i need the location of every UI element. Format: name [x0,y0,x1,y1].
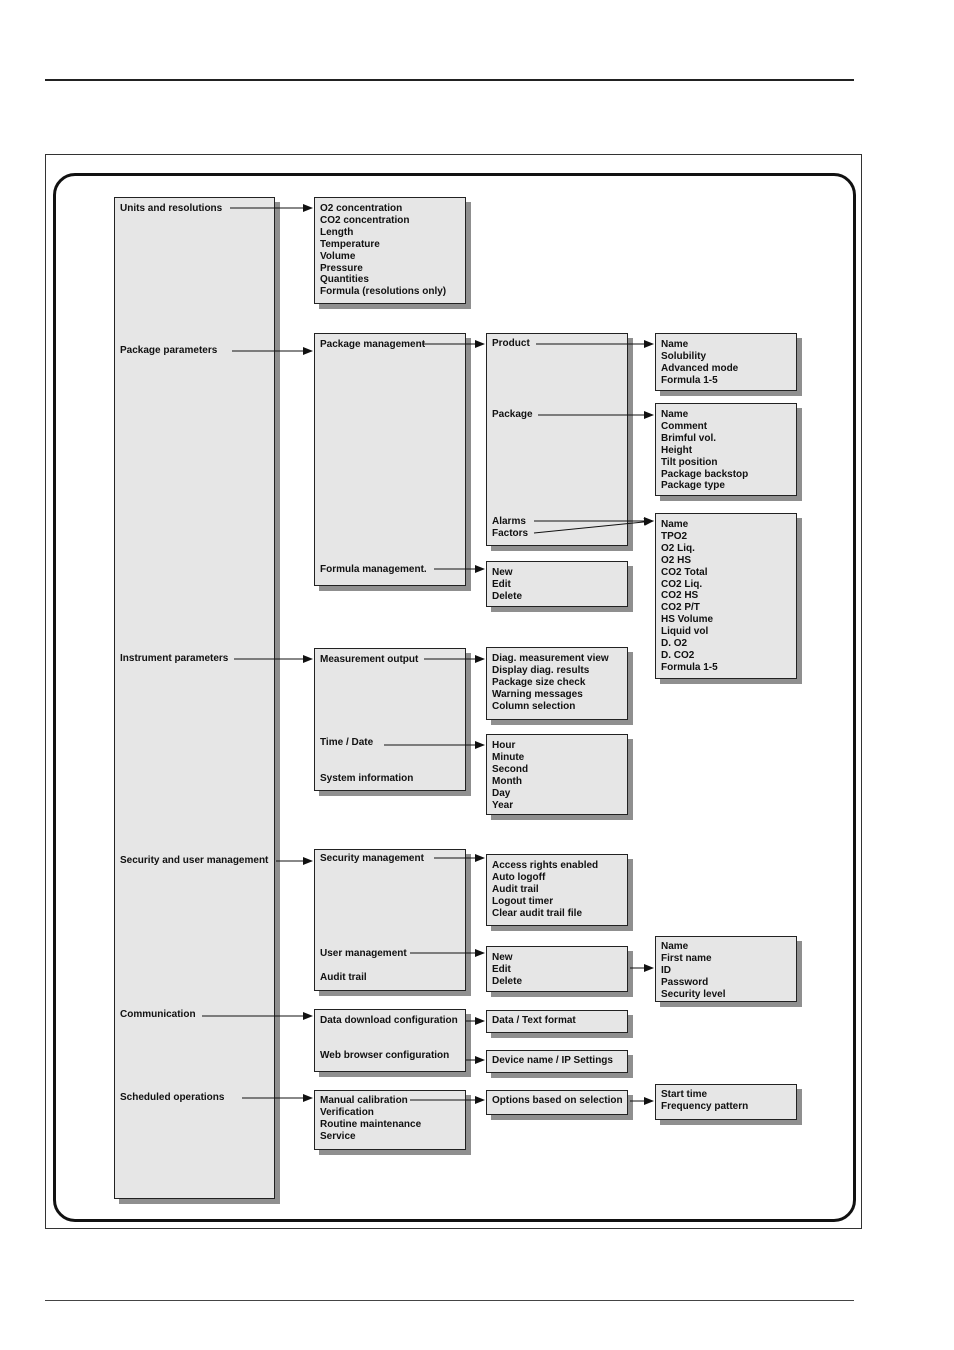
list-item: Diag. measurement view [492,653,609,664]
list-item: Audit trail [492,883,539,895]
factors-label: Factors [492,528,529,539]
time-date-label: Time / Date [320,737,374,748]
device-name-label: Device name / IP Settings [492,1055,613,1066]
list-item: Hour [492,740,516,751]
root-item-units: Units and resolutions [120,203,223,214]
list-item: Name [661,409,689,420]
list-item: Month [492,775,522,787]
root-item-communication: Communication [120,1009,196,1020]
system-information-label: System information [320,773,414,784]
measurement-output-label: Measurement output [320,654,419,665]
list-item: Service [320,1130,356,1142]
list-item: Package size check [492,676,586,688]
list-item: TPO2 [661,530,688,542]
list-item: Formula 1-5 [661,661,718,673]
list-item: Day [492,787,511,799]
alarms-label: Alarms [492,516,526,527]
list-item: Manual calibration [320,1095,408,1106]
list-item: Formula 1-5 [661,374,718,386]
user-management-label: User management [320,948,407,959]
product-label: Product [492,338,530,349]
formula-management-label: Formula management. [320,564,427,575]
list-item: Quantities [320,274,369,286]
list-item: Second [492,763,529,775]
list-item: Warning messages [492,688,583,700]
list-item: Edit [492,578,511,590]
list-item: Year [492,799,514,811]
list-item: Delete [492,590,523,602]
list-item: D. O2 [661,638,688,650]
list-item: O2 concentration [320,203,403,214]
list-item: Package type [661,480,725,492]
list-item: Temperature [320,238,380,250]
list-item: Routine maintenance [320,1118,422,1130]
list-item: Name [661,941,689,952]
list-item: Height [661,444,693,456]
package-management-label: Package management [320,339,426,350]
data-download-label: Data download configuration [320,1015,458,1026]
list-item: HS Volume [661,614,714,626]
list-item: Brimful vol. [661,432,717,444]
arrow-factors [534,521,653,533]
list-item: Name [661,339,689,350]
list-item: D. CO2 [661,649,695,661]
list-item: Clear audit trail file [492,907,583,919]
root-item-instrument: Instrument parameters [120,653,229,664]
list-item: New [492,952,513,963]
root-item-package: Package parameters [120,345,218,356]
list-item: Logout timer [492,895,554,907]
list-item: Auto logoff [492,871,546,883]
list-item: Formula (resolutions only) [320,286,447,298]
list-item: Length [320,226,354,238]
root-item-scheduled: Scheduled operations [120,1092,225,1103]
audit-trail-label: Audit trail [320,972,367,983]
list-item: Edit [492,963,511,975]
list-item: Password [661,976,709,988]
list-item: CO2 HS [661,590,699,602]
list-item: Name [661,519,689,530]
root-item-security: Security and user management [120,855,269,866]
list-item: New [492,567,513,578]
list-item: Security level [661,988,726,1000]
list-item: Comment [661,420,708,432]
security-management-label: Security management [320,853,424,864]
list-item: O2 HS [661,554,692,566]
list-item: Advanced mode [661,362,739,374]
package-label: Package [492,409,533,420]
list-item: Delete [492,975,523,987]
list-item: Tilt position [661,456,718,468]
list-item: CO2 Liq. [661,578,703,590]
options-label: Options based on selection [492,1095,623,1106]
list-item: Access rights enabled [492,860,599,871]
data-format-label: Data / Text format [492,1015,576,1026]
list-item: Minute [492,751,525,763]
list-item: CO2 Total [661,566,708,578]
list-item: Liquid vol [661,626,709,638]
list-item: Display diag. results [492,664,590,676]
list-item: CO2 concentration [320,214,410,226]
list-item: Column selection [492,700,576,712]
list-item: Package backstop [661,468,749,480]
list-item: First name [661,952,712,964]
list-item: Frequency pattern [661,1100,749,1112]
list-item: Verification [320,1106,374,1118]
list-item: Start time [661,1089,708,1100]
list-item: Pressure [320,262,363,274]
list-item: ID [661,964,671,976]
list-item: Solubility [661,350,706,362]
web-browser-label: Web browser configuration [320,1050,450,1061]
list-item: Volume [320,250,356,262]
list-item: CO2 P/T [661,602,700,614]
list-item: O2 Liq. [661,542,695,554]
